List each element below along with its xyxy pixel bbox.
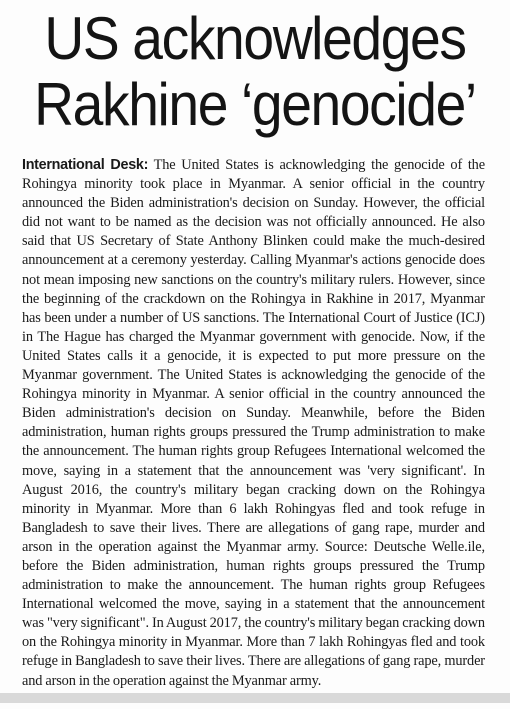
article-body — [22, 156, 485, 691]
article-body-text: The United States is acknowledging the genocide of the Rohingya minority took place in Myanmar. A senior official in the country announced the Biden administration's decision on Sunday. However, the official did not want to be named as the decision was not officially announced. He also said that US Secretary of State Anthony Blinken could make the much-desired announcement at a ceremony yesterday. Calling Myanmar's actions genocide does not mean imposing new sanctions on the country's military rulers. However, since the beginning of the crackdown on the Rohingya in Rakhine in 2017, Myanmar has been under a number of US sanctions. The International Court of Justice (ICJ) in The Hague has charged the Myanmar government with genocide. Now, if the United States calls it a genocide, it is expected to put more pressure on the Myanmar government. The United States is acknowledging the genocide of the Rohingya minority in Myanmar. A senior official in the country announced the Biden administration's decision on Sunday. Meanwhile, before the Biden administration, human rights groups pressured the Trump administration to make the announcement. The human rights group Refugees International welcomed the move, saying in a statement that the announcement was 'very significant'. In August 2016, the country's military began cracking down on the Rohingya minority in Myanmar. More than 6 lakh Rohingyas fled and took refuge in Bangladesh to save their lives. There are allegations of gang rape, murder and arson in the operation against the Myanmar army. Source: Deutsche Welle.ile, before the Biden administration, human rights groups pressured the Trump administration to make the announcement. The human rights group Refugees International welcomed the move, saying in a statement that the announcement was "very significant". In August 2017, the country's military began cracking down on the Rohingya minority in Myanmar. More than 7 lakh Rohingyas fled and took refuge in Bangladesh to save their lives. There are allegations of gang rape, murder and arson in the operation against the Myanmar army. — [22, 157, 485, 689]
headline-line-2: Rakhine ‘genocide’ — [34, 71, 476, 138]
headline-line-1: US acknowledges — [44, 5, 466, 72]
bottom-divider — [0, 693, 510, 703]
article-dateline: International Desk: — [22, 157, 149, 173]
article-headline — [12, 6, 498, 138]
